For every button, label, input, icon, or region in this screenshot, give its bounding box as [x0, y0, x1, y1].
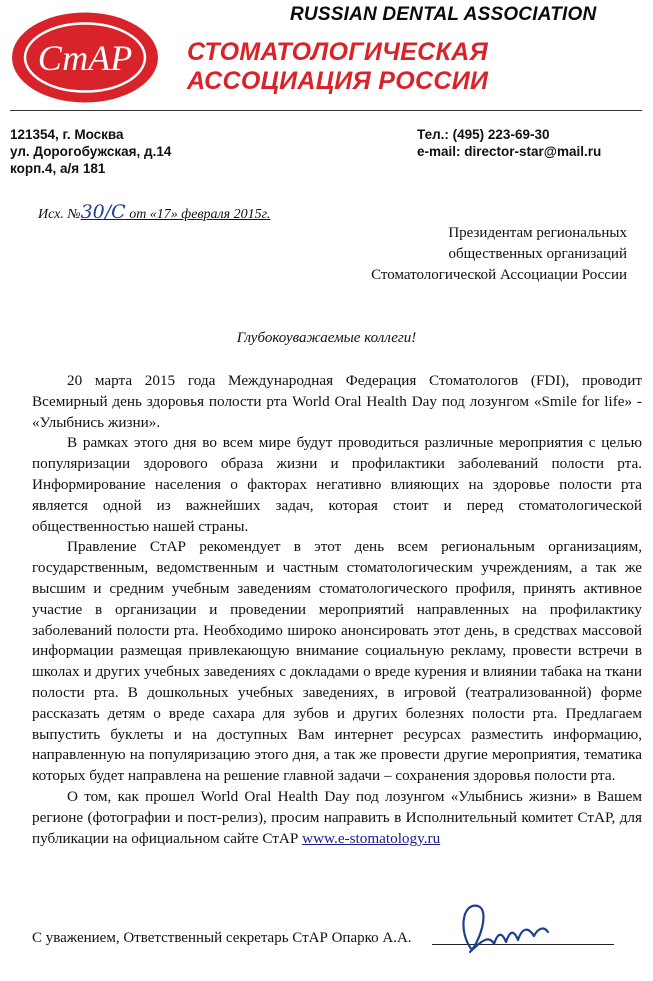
paragraph-2: В рамках этого дня во всем мире будут проводиться различные мероприятия с целью популяризации здорового образа жизни и профилактики заболеваний полости рта. Информирование населения о факторах негативно влияющих на здоровье полости рта является одной из важнейших задач, которая стоит и перед стоматологической общественностью нашей страны. — [32, 434, 642, 535]
org-name-russian-line1: СТОМАТОЛОГИЧЕСКАЯ — [187, 38, 489, 66]
org-name-english: RUSSIAN DENTAL ASSOCIATION — [290, 4, 597, 25]
association-logo — [10, 10, 160, 105]
address-line1: 121354, г. Москва — [10, 127, 124, 142]
reference-prefix: Исх. № — [38, 207, 81, 222]
paragraph-4-text: О том, как прошел World Oral Health Day под лозунгом «Улыбнись жизни» в Вашем регионе (фотографии и пост-релиз), просим направить в Исполнительный комитет СтАР, для публикации на официальном сайте СтАР — [32, 787, 642, 847]
recipient-line3: Стоматологической Ассоциации России — [371, 267, 627, 283]
paragraph-4 — [32, 787, 642, 849]
address-line2: ул. Дорогобужская, д.14 — [10, 144, 172, 159]
signature-text: С уважением, Ответственный секретарь СтАР Опарко А.А. — [32, 930, 412, 946]
handwritten-reference-number: 30/С — [80, 201, 126, 223]
logo-text: СтАР — [37, 38, 133, 78]
phone-number: Тел.: (495) 223-69-30 — [417, 127, 550, 142]
website-link[interactable]: www.e-stomatology.ru — [302, 829, 441, 847]
outgoing-reference — [38, 201, 270, 223]
handwritten-signature — [450, 892, 560, 962]
letter-body — [32, 371, 642, 849]
email-address: e-mail: director-star@mail.ru — [417, 144, 602, 159]
reference-date: от «17» февраля 2015г. — [125, 207, 271, 222]
recipient-line2: общественных организаций — [448, 246, 627, 262]
address-line3: корп.4, а/я 181 — [10, 161, 106, 176]
recipient-line1: Президентам региональных — [448, 225, 627, 241]
org-name-russian-line2: АССОЦИАЦИЯ РОССИИ — [187, 67, 489, 95]
header-divider — [10, 110, 642, 111]
paragraph-3: Правление СтАР рекомендует в этот день всем региональным организациям, государственным, ведомственным и частным стоматологическим учреждениям, а так же высшим и средним учебным заведениям стоматологического профиля, принять активное участие в организации и проведении мероприятий направленных на профилактику заболеваний полости рта. Необходимо широко анонсировать этот день, в средствах массовой информации размещая привлекающую внимание социальную рекламу, провести встречи в школах и других учебных заведениях с докладами о вреде курения и влиянии табака на ткани полости рта. В дошкольных учебных заведениях, в игровой (театрализованной) форме рассказать детям о вреде сахара для зубов и других болезнях полости рта. Предлагаем выпустить буклеты и на доступных Вам интернет ресурсах разместить информацию, направленную на популяризацию этого дня, а так же провести другие мероприятия, тематика которых будет направлена на решение главной задачи – сохранения здоровья полости рта. — [32, 538, 642, 785]
paragraph-1: 20 марта 2015 года Международная Федерация Стоматологов (FDI), проводит Всемирный день здоровья полости рта World Oral Health Day под лозунгом «Smile for life» - «Улыбнись жизни». — [32, 372, 642, 431]
greeting: Глубокоуважаемые коллеги! — [236, 330, 417, 346]
